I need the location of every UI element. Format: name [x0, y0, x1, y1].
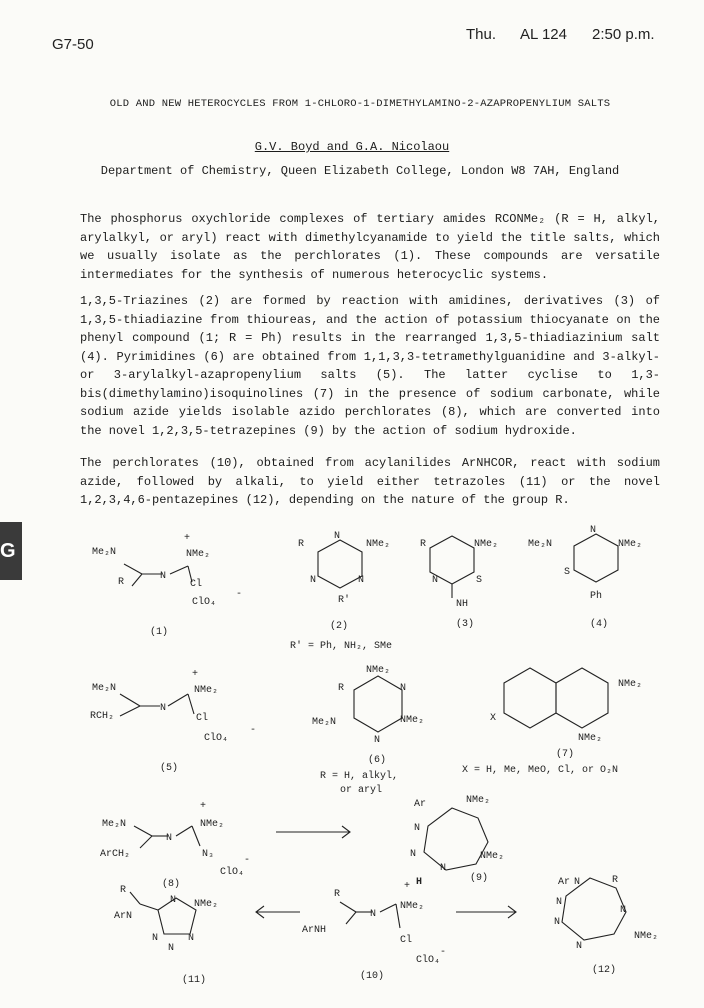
- atom-label: R: [334, 889, 341, 900]
- atom-label: NMe₂: [634, 931, 659, 942]
- atom-label: +: [192, 669, 199, 680]
- atom-label: NMe₂: [578, 733, 603, 744]
- atom-label: NMe₂: [366, 665, 391, 676]
- atom-label: NMe₂: [194, 685, 219, 696]
- atom-label: N: [440, 863, 447, 874]
- atom-label: N: [168, 943, 175, 954]
- bond: [134, 826, 152, 836]
- atom-label: N: [188, 933, 195, 944]
- atom-label: ArCH₂: [100, 849, 131, 860]
- thiadiazinium-ring: [574, 534, 618, 582]
- bond: [140, 836, 152, 848]
- atom-label: N: [590, 525, 597, 536]
- atom-label: ClO₄: [416, 955, 441, 966]
- atom-label: N: [574, 877, 581, 888]
- compound-label-7: (7): [556, 749, 575, 760]
- atom-label: NMe₂: [466, 795, 491, 806]
- atom-label: S: [564, 567, 571, 578]
- atom-label: NMe₂: [400, 715, 425, 726]
- paragraph-syntheses: 1,3,5-Triazines (2) are formed by reaction with amidines, derivatives (3) of 1,3,5-thiadiazine from thioureas, and the action of potassium thiocyanate on the phenyl compound (1; R = Ph) results in the rearranged 1,3,5-thiadiazinium salt (4). Pyrimidines (6) are obtained from 1,1,3,3-tetramethylguanidine and 3-alkyl- or 3-arylalkyl-azapropenylium salts (5). The latter cyclise to 1,3-bis(dimethylamino)isoquinolines (7) in the presence of sodium carbonate, while sodium azide yields isolable azido perchlorates (8), which are converted into the novel 1,2,3,5-tetrazepines (9) by the action of sodium hydroxide.: [80, 294, 660, 438]
- session-code: G7-50: [52, 36, 94, 53]
- session-day: Thu.: [466, 26, 497, 43]
- atom-label: Ar: [558, 877, 571, 888]
- tetrazole-ring: [158, 898, 196, 934]
- atom-label: N: [374, 735, 381, 746]
- bond: [168, 694, 188, 706]
- atom-label: N: [160, 571, 167, 582]
- atom-label: NMe₂: [200, 819, 225, 830]
- bond: [120, 706, 140, 716]
- atom-label: N: [410, 849, 417, 860]
- atom-label: N: [358, 575, 365, 586]
- compound-label-6: (6): [368, 755, 387, 766]
- atom-label: N: [334, 531, 341, 542]
- pentazepine-ring: [562, 878, 626, 940]
- compound-label-9: (9): [470, 873, 489, 884]
- atom-label: N: [160, 703, 167, 714]
- substituent-note: X = H, Me, MeO, Cl, or O₂N: [462, 765, 619, 776]
- atom-label: NMe₂: [366, 539, 391, 550]
- atom-label: Cl: [190, 579, 203, 590]
- atom-label: N: [556, 897, 563, 908]
- atom-label: N: [414, 823, 421, 834]
- atom-label: +: [404, 881, 411, 892]
- isoquinoline-pyridine-ring: [556, 668, 608, 728]
- atom-label: Me₂N: [92, 547, 117, 558]
- atom-label: H: [416, 877, 423, 888]
- atom-label: N: [400, 683, 407, 694]
- atom-label: +: [184, 533, 191, 544]
- atom-label: NMe₂: [480, 851, 505, 862]
- bond: [132, 574, 142, 586]
- substituent-note: R' = Ph, NH₂, SMe: [290, 641, 393, 652]
- atom-label: -: [244, 855, 251, 866]
- compound-label-11: (11): [182, 975, 207, 986]
- triazine-ring: [318, 540, 365, 588]
- tetrazepine-ring: [424, 808, 488, 870]
- compound-label-3: (3): [456, 619, 475, 630]
- atom-label: NMe₂: [474, 539, 499, 550]
- atom-label: N: [432, 575, 439, 586]
- compound-label-4: (4): [590, 619, 609, 630]
- atom-label: Cl: [400, 935, 413, 946]
- session-room: AL 124: [520, 26, 567, 43]
- bond: [340, 902, 356, 912]
- atom-label: Ph: [590, 591, 603, 602]
- atom-label: N: [170, 895, 177, 906]
- paper-affiliation: Department of Chemistry, Queen Elizabeth College, London W8 7AH, England: [100, 164, 620, 178]
- atom-label: NMe₂: [618, 539, 643, 550]
- atom-label: NMe₂: [194, 899, 219, 910]
- atom-label: Me₂N: [92, 683, 117, 694]
- atom-label: X: [490, 713, 497, 724]
- atom-label: R: [120, 885, 127, 896]
- bond: [346, 912, 356, 924]
- atom-label: -: [250, 725, 257, 736]
- atom-label: R: [118, 577, 125, 588]
- compound-label-2: (2): [330, 621, 349, 632]
- atom-label: N₃: [202, 849, 215, 860]
- paragraph-intro: The phosphorus oxychloride complexes of tertiary amides RCONMe₂ (R = H, alkyl, arylalkyl, or aryl) react with dimethylcyanamide to yield the title salts, which we usually isolate as the perchlorates (1). These compounds are versatile intermediates for the synthesis of numerous heterocyclic systems.: [80, 212, 660, 282]
- compound-label-5: (5): [160, 763, 179, 774]
- atom-label: NH: [456, 599, 469, 610]
- atom-label: R: [338, 683, 345, 694]
- paragraph-perchlorates: The perchlorates (10), obtained from acylanilides ArNHCOR, react with sodium azide, followed by alkali, to yield either tetrazoles (11) or the novel 1,2,3,4,6-pentazepines (12), depending on the nature of the group R.: [80, 456, 660, 507]
- atom-label: N: [152, 933, 159, 944]
- session-time: 2:50 p.m.: [592, 26, 655, 43]
- bond: [192, 826, 200, 846]
- bond: [120, 694, 140, 706]
- compound-label-12: (12): [592, 965, 617, 976]
- section-tab: G: [0, 522, 22, 580]
- atom-label: NMe₂: [618, 679, 643, 690]
- atom-label: R: [420, 539, 427, 550]
- atom-label: N: [554, 917, 561, 928]
- bond: [170, 566, 188, 574]
- isoquinoline-benzo-ring: [504, 668, 556, 728]
- atom-label: -: [440, 947, 447, 958]
- paper-title: OLD AND NEW HETEROCYCLES FROM 1-CHLORO-1-DIMETHYLAMINO-2-AZAPROPENYLIUM SALTS: [109, 98, 611, 110]
- compound-label-8: (8): [162, 879, 181, 890]
- atom-label: R': [338, 595, 351, 606]
- atom-label: +: [200, 801, 207, 812]
- atom-label: NMe₂: [186, 549, 211, 560]
- bond: [140, 904, 158, 910]
- atom-label: R: [612, 875, 619, 886]
- bond: [176, 826, 192, 836]
- atom-label: N: [310, 575, 317, 586]
- substituent-note: or aryl: [340, 785, 383, 796]
- atom-label: Cl: [196, 713, 209, 724]
- substituent-note: R = H, alkyl,: [320, 771, 399, 782]
- atom-label: R: [298, 539, 305, 550]
- pyrimidine-ring: [354, 676, 402, 732]
- atom-label: ArN: [114, 911, 133, 922]
- paper-authors: G.V. Boyd and G.A. Nicolaou: [254, 140, 450, 154]
- atom-label: Me₂N: [312, 717, 337, 728]
- atom-label: N: [166, 833, 173, 844]
- atom-label: Me₂N: [102, 819, 127, 830]
- atom-label: NMe₂: [400, 901, 425, 912]
- bond: [380, 904, 396, 912]
- atom-label: Me₂N: [528, 539, 553, 550]
- atom-label: ClO₄: [204, 733, 229, 744]
- atom-label: ArNH: [302, 925, 327, 936]
- compound-label-10: (10): [360, 971, 385, 982]
- atom-label: -: [236, 589, 243, 600]
- atom-label: ClO₄: [220, 867, 245, 878]
- atom-label: RCH₂: [90, 711, 115, 722]
- atom-label: Ar: [414, 799, 427, 810]
- compound-label-1: (1): [150, 627, 169, 638]
- bond: [124, 564, 142, 574]
- atom-label: N: [370, 909, 377, 920]
- bond: [130, 892, 140, 904]
- atom-label: ClO₄: [192, 597, 217, 608]
- bond: [188, 694, 194, 714]
- atom-label: N: [576, 941, 583, 952]
- atom-label: S: [476, 575, 483, 586]
- atom-label: N: [620, 905, 627, 916]
